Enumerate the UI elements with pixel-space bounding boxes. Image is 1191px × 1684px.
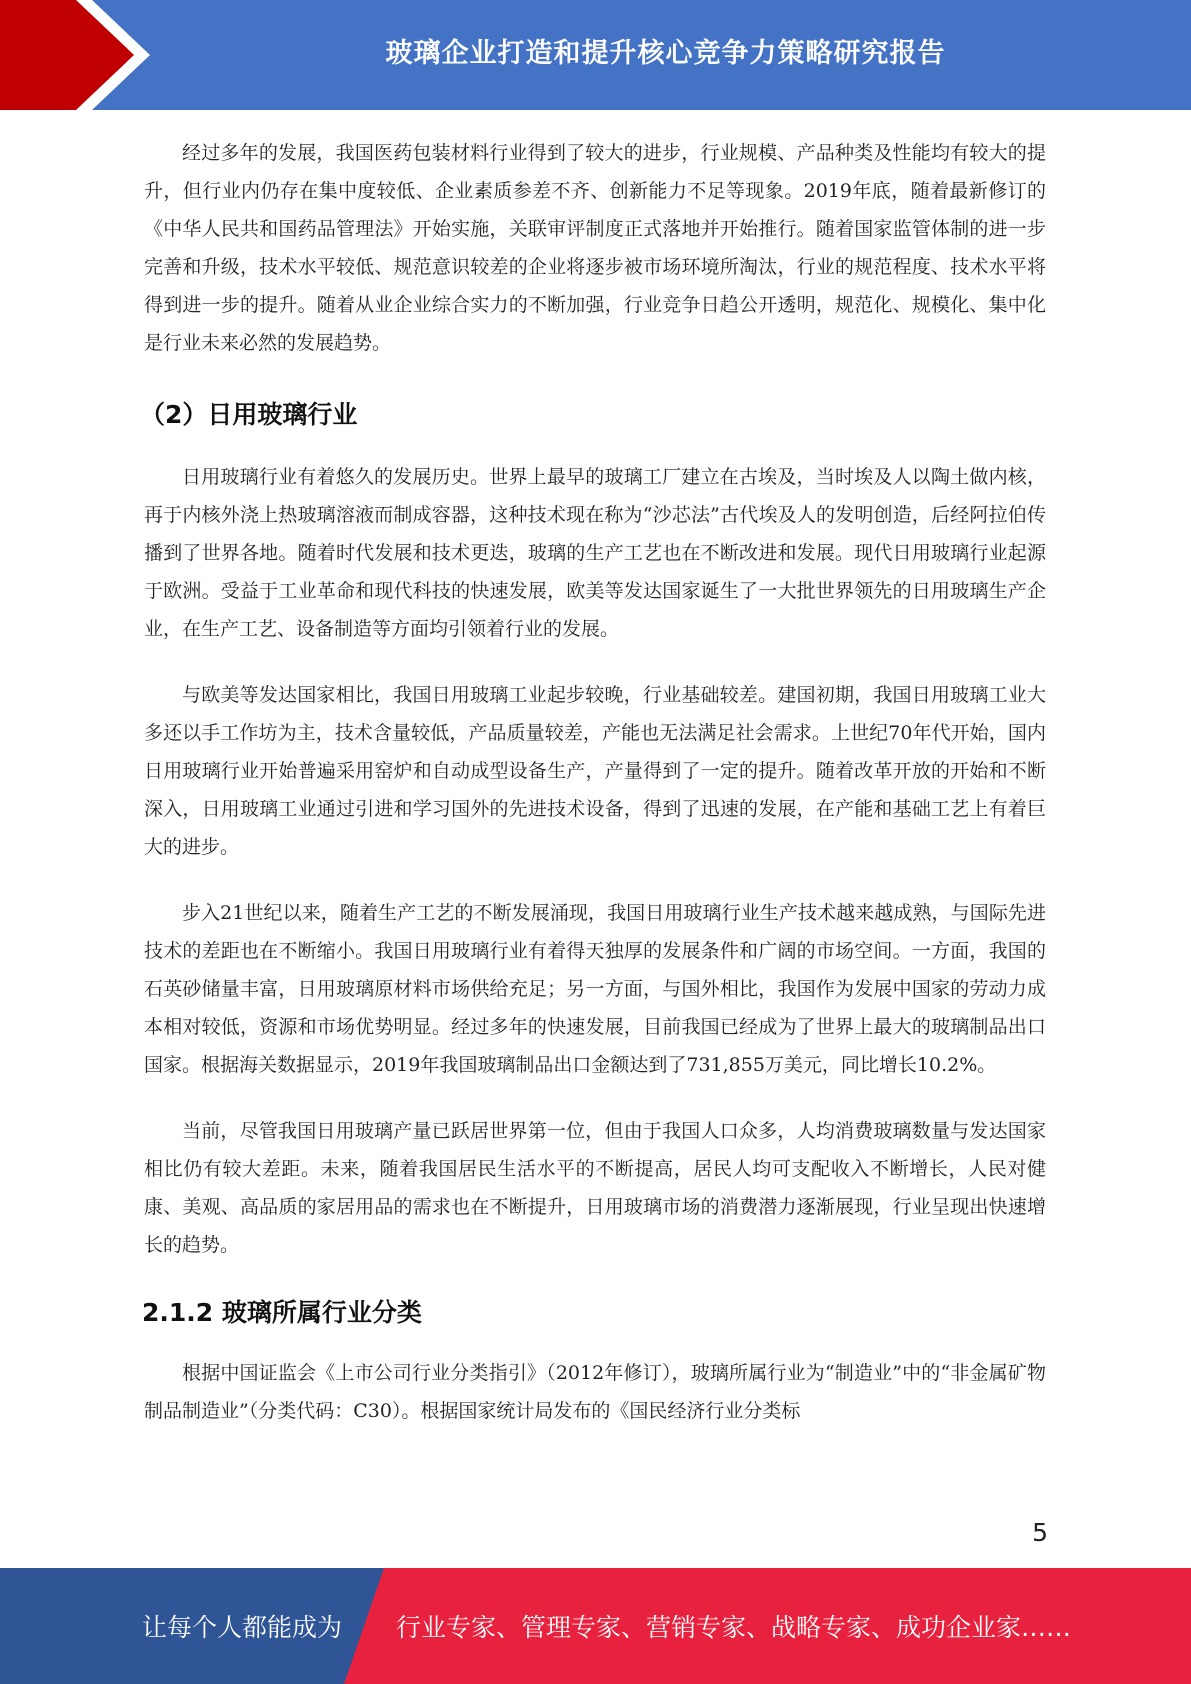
arrow-red — [0, 0, 134, 110]
paragraph-domestic-development: 与欧美等发达国家相比，我国日用玻璃工业起步较晚，行业基础较差。建国初期，我国日用玻璃工业大多还以手工作坊为主，技术含量较低，产品质量较差，产能也无法满足社会需求。上世纪70年代开始，国内日用玻璃行业开始普遍采用窑炉和自动成型设备生产，产量得到了一定的提升。随着改革开放的开始和不断深入，日用玻璃工业通过引进和学习国外的先进技术设备，得到了迅速的发展，在产能和基础工艺上有着巨大的进步。 — [144, 684, 1046, 858]
footer-slogan-left: 让每个人都能成为 — [142, 1613, 343, 1642]
paragraph-current-status: 当前，尽管我国日用玻璃产量已跃居世界第一位，但由于我国人口众多，人均消费玻璃数量与发达国家相比仍有较大差距。未来，随着我国居民生活水平的不断提高，居民人均可支配收入不断增长，人民对健康、美观、高品质的家居用品的需求也在不断提升，日用玻璃市场的消费潜力逐渐展现，行业呈现出快速增长的趋势。 — [144, 1120, 1046, 1256]
report-title: 玻璃企业打造和提升核心竞争力策略研究报告 — [385, 37, 946, 69]
paragraph-classification: 根据中国证监会《上市公司行业分类指引》（2012年修订），玻璃所属行业为“制造业”中的“非金属矿物制品制造业”（分类代码：C30）。根据国家统计局发布的《国民经济行业分类标 — [144, 1362, 1046, 1422]
document-body — [140, 134, 1046, 1430]
paragraph-medical-packaging: 经过多年的发展，我国医药包装材料行业得到了较大的进步，行业规模、产品种类及性能均有较大的提升，但行业内仍存在集中度较低、企业素质参差不齐、创新能力不足等现象。2019年底，随着最新修订的《中华人民共和国药品管理法》开始实施，关联审评制度正式落地并开始推行。随着国家监管体制的进一步完善和升级，技术水平较低、规范意识较差的企业将逐步被市场环境所淘汰，行业的规范程度、技术水平将得到进一步的提升。随着从业企业综合实力的不断加强，行业竞争日趋公开透明，规范化、规模化、集中化是行业未来必然的发展趋势。 — [144, 142, 1046, 354]
heading-daily-glass: （2）日用玻璃行业 — [140, 400, 358, 429]
page-number: 5 — [1032, 1518, 1048, 1547]
page-header — [0, 0, 1191, 110]
paragraph-21st-century: 步入21世纪以来，随着生产工艺的不断发展涌现，我国日用玻璃行业生产技术越来越成熟，与国际先进技术的差距也在不断缩小。我国日用玻璃行业有着得天独厚的发展条件和广阔的市场空间。一方面，我国的石英砂储量丰富，日用玻璃原材料市场供给充足；另一方面，与国外相比，我国作为发展中国家的劳动力成本相对较低，资源和市场优势明显。经过多年的快速发展，目前我国已经成为了世界上最大的玻璃制品出口国家。根据海关数据显示，2019年我国玻璃制品出口金额达到了731,855万美元，同比增长10.2%。 — [144, 902, 1046, 1076]
footer-slogan-right: 行业专家、管理专家、营销专家、战略专家、成功企业家…… — [396, 1613, 1072, 1642]
paragraph-history: 日用玻璃行业有着悠久的发展历史。世界上最早的玻璃工厂建立在古埃及，当时埃及人以陶土做内核，再于内核外浇上热玻璃溶液而制成容器，这种技术现在称为“沙芯法”古代埃及人的发明创造，后经阿拉伯传播到了世界各地。随着时代发展和技术更迭，玻璃的生产工艺也在不断改进和发展。现代日用玻璃行业起源于欧洲。受益于工业革命和现代科技的快速发展，欧美等发达国家诞生了一大批世界领先的日用玻璃生产企业，在生产工艺、设备制造等方面均引领着行业的发展。 — [144, 466, 1046, 640]
heading-industry-classification: 2.1.2 玻璃所属行业分类 — [142, 1298, 422, 1327]
page-footer — [0, 1568, 1191, 1684]
